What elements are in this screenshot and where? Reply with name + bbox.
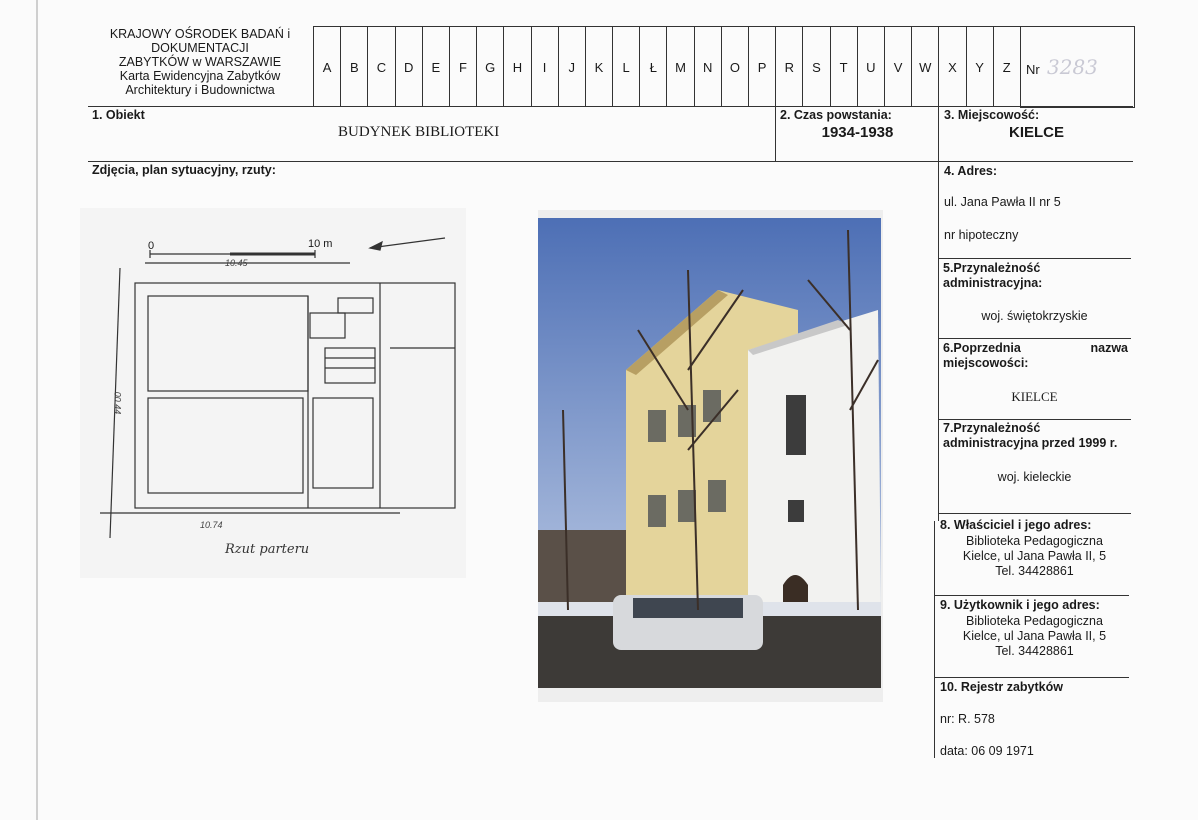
letter-cell: L (612, 27, 639, 107)
scan-edge (36, 0, 38, 820)
letter-cell: G (476, 27, 503, 107)
letter-cell: Ł (639, 27, 666, 107)
letter-cell: A (313, 27, 340, 107)
letter-cell: V (884, 27, 911, 107)
org-line: KRAJOWY OŚRODEK BADAŃ i (109, 27, 291, 41)
letter-cell: J (558, 27, 585, 107)
dim-top: 10.45 (225, 258, 248, 268)
scale-zero: 0 (148, 240, 155, 252)
letter-cell: U (857, 27, 884, 107)
card-number-box (1020, 26, 1135, 108)
letter-cell: P (748, 27, 775, 107)
right-column-divider (934, 521, 935, 758)
letter-cell: W (911, 27, 938, 107)
letter-cell: S (802, 27, 829, 107)
address-line: Kielce, ul Jana Pawła II, 5 (962, 629, 1107, 643)
miejscowosc-value: KIELCE (1008, 124, 1064, 141)
row-divider (934, 595, 1129, 596)
adres-hipoteczny: nr hipoteczny (944, 228, 1019, 242)
address-line: Tel. 34428861 (995, 644, 1074, 658)
header-divider (88, 106, 1133, 107)
nr-value: 3283 (1047, 55, 1098, 79)
wlasciciel-label: 8. Właściciel i jego adres: (940, 518, 1092, 532)
obiekt-value: BUDYNEK BIBLIOTEKI (338, 124, 500, 140)
letter-cell: D (395, 27, 422, 107)
przynaleznosc-label: 5.Przynależność administracyjna: (943, 261, 1043, 290)
floor-plan (80, 208, 466, 578)
letter-cell: F (449, 27, 476, 107)
rejestr-data: data: 06 09 1971 (940, 744, 1034, 758)
adres-label: 4. Adres: (944, 164, 998, 178)
obiekt-label: 1. Obiekt (92, 108, 145, 122)
letter-cell: Z (993, 27, 1020, 107)
org-line: DOKUMENTACJI (151, 41, 249, 55)
row-divider (938, 513, 1131, 514)
letter-cell: H (503, 27, 530, 107)
divider (775, 106, 776, 162)
row-divider (938, 258, 1131, 259)
przynaleznosc-1999-label: 7.Przynależność administracyjna przed 1999 r. (943, 421, 1118, 450)
letter-cell: I (531, 27, 558, 107)
dim-side: 00.44 (112, 391, 123, 415)
letter-cell: T (830, 27, 857, 107)
poprzednia-label: 6.Poprzednia nazwa miejscowości: (943, 341, 1128, 370)
row-divider (938, 338, 1131, 339)
row-divider (934, 677, 1129, 678)
wlasciciel-address (938, 534, 1131, 579)
address-line: Biblioteka Pedagogiczna (966, 614, 1103, 628)
miejscowosc-label: 3. Miejscowość: (944, 108, 1040, 122)
przynaleznosc-value: woj. świętokrzyskie (981, 309, 1088, 323)
building-photo (538, 210, 883, 702)
letter-cell: Y (966, 27, 993, 107)
przynaleznosc-1999-value: woj. kieleckie (997, 470, 1072, 484)
plan-caption: Rzut parteru (225, 542, 310, 557)
scale-end: 10 m (308, 238, 333, 250)
org-line: Karta Ewidencyjna Zabytków (119, 69, 281, 83)
letter-index (313, 26, 1020, 107)
divider (938, 106, 939, 162)
letter-cell: M (666, 27, 693, 107)
letter-cell: K (585, 27, 612, 107)
czas-value: 1934-1938 (821, 124, 894, 141)
poprzednia-value: KIELCE (1011, 389, 1058, 404)
org-line: ZABYTKÓW w WARSZAWIE (118, 55, 282, 69)
nr-label: Nr (1026, 62, 1040, 77)
uzytkownik-address (938, 614, 1131, 659)
letter-cell: C (367, 27, 394, 107)
right-column-divider (938, 161, 939, 521)
address-line: Kielce, ul Jana Pawła II, 5 (962, 549, 1107, 563)
institution-header (90, 27, 310, 97)
letter-cell: E (422, 27, 449, 107)
dim-bottom: 10.74 (200, 520, 223, 530)
row-divider (938, 419, 1131, 420)
czas-label: 2. Czas powstania: (780, 108, 892, 122)
uzytkownik-label: 9. Użytkownik i jego adres: (940, 598, 1100, 612)
photos-label: Zdjęcia, plan sytuacyjny, rzuty: (92, 163, 276, 177)
rejestr-nr: nr: R. 578 (940, 712, 995, 726)
letter-cell: X (938, 27, 965, 107)
letter-cell: N (694, 27, 721, 107)
address-line: Tel. 34428861 (995, 564, 1074, 578)
org-line: Architektury i Budownictwa (125, 83, 275, 97)
letter-cell: O (721, 27, 748, 107)
letter-cell: B (340, 27, 367, 107)
address-line: Biblioteka Pedagogiczna (966, 534, 1103, 548)
rejestr-label: 10. Rejestr zabytków (940, 680, 1063, 694)
letter-cell: R (775, 27, 802, 107)
row-divider (88, 161, 1133, 162)
adres-street: ul. Jana Pawła II nr 5 (944, 195, 1061, 209)
